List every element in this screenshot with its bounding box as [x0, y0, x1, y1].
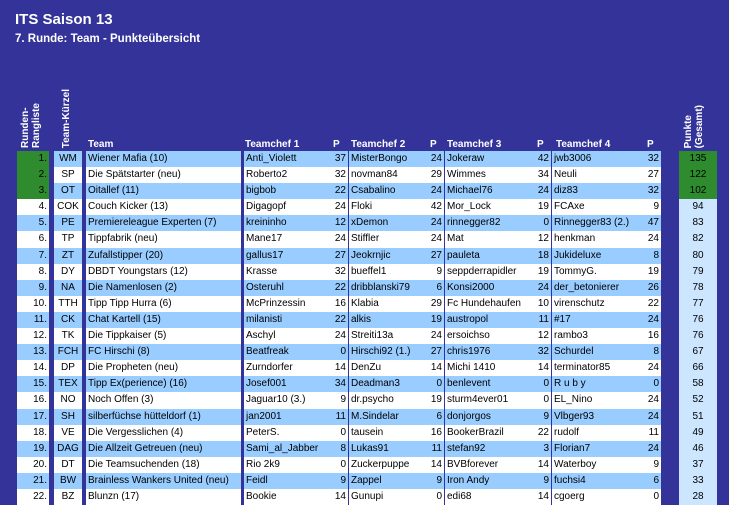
rank-cell: 18. [17, 425, 49, 441]
points2-cell: 14 [425, 457, 444, 473]
teamchef2-cell: alkis [349, 312, 425, 328]
teamchef2-cell: M.Sindelar [349, 409, 425, 425]
points3-cell: 19 [531, 199, 551, 215]
points3-cell: 34 [531, 167, 551, 183]
points1-cell: 24 [328, 328, 348, 344]
teamchef1-cell: milanisti [244, 312, 328, 328]
points1-cell: 0 [328, 344, 348, 360]
points2-cell: 24 [425, 183, 444, 199]
teamchef1-cell: PeterS. [244, 425, 328, 441]
points4-cell: 22 [640, 296, 661, 312]
teamchef4-cell: Jukideluxe [552, 248, 640, 264]
points2-cell: 11 [425, 441, 444, 457]
team-name-cell: Zufallstipper (20) [86, 248, 241, 264]
teamchef4-cell: henkman [552, 231, 640, 247]
teamchef2-cell: Deadman3 [349, 376, 425, 392]
total-points-cell: 37 [679, 457, 717, 473]
team-short-cell: DAG [54, 441, 82, 457]
team-name-cell: Tipp Tipp Hurra (6) [86, 296, 241, 312]
points2-cell: 29 [425, 167, 444, 183]
teamchef1-cell: Sami_al_Jabber [244, 441, 328, 457]
team-short-cell: NO [54, 392, 82, 408]
teamchef4-cell: rambo3 [552, 328, 640, 344]
points1-cell: 22 [328, 280, 348, 296]
total-points-cell: 58 [679, 376, 717, 392]
points3-cell: 19 [531, 264, 551, 280]
team-short-cell: FCH [54, 344, 82, 360]
points4-cell: 0 [640, 376, 661, 392]
teamchef1-cell: Krasse [244, 264, 328, 280]
points4-cell: 8 [640, 344, 661, 360]
total-points-cell: 76 [679, 328, 717, 344]
points4-cell: 0 [640, 489, 661, 505]
points2-cell: 16 [425, 425, 444, 441]
teamchef1-cell: Roberto2 [244, 167, 328, 183]
points3-cell: 14 [531, 457, 551, 473]
column-p2 [425, 151, 444, 505]
teamchef1-cell: kreininho [244, 215, 328, 231]
team-short-cell: VE [54, 425, 82, 441]
team-short-cell: TK [54, 328, 82, 344]
points2-cell: 24 [425, 328, 444, 344]
total-points-cell: 83 [679, 215, 717, 231]
points3-cell: 14 [531, 360, 551, 376]
points4-cell: 8 [640, 248, 661, 264]
team-name-cell: Chat Kartell (15) [86, 312, 241, 328]
points3-cell: 0 [531, 215, 551, 231]
rank-cell: 5. [17, 215, 49, 231]
rank-cell: 10. [17, 296, 49, 312]
rank-cell: 9. [17, 280, 49, 296]
team-short-cell: DY [54, 264, 82, 280]
team-short-cell: SP [54, 167, 82, 183]
points1-cell: 14 [328, 489, 348, 505]
points2-cell: 6 [425, 280, 444, 296]
teamchef1-cell: gallus17 [244, 248, 328, 264]
column-c3 [445, 151, 531, 505]
total-points-cell: 66 [679, 360, 717, 376]
points1-cell: 9 [328, 473, 348, 489]
team-short-cell: TEX [54, 376, 82, 392]
points2-cell: 14 [425, 360, 444, 376]
total-points-cell: 46 [679, 441, 717, 457]
team-short-cell: OT [54, 183, 82, 199]
header-chef2: Teamchef 2 [351, 139, 406, 150]
points4-cell: 19 [640, 264, 661, 280]
teamchef1-cell: Zurndorfer [244, 360, 328, 376]
points1-cell: 9 [328, 392, 348, 408]
team-name-cell: Premiereleague Experten (7) [86, 215, 241, 231]
teamchef3-cell: Michael76 [445, 183, 531, 199]
teamchef2-cell: Jeokrnjic [349, 248, 425, 264]
team-short-cell: CK [54, 312, 82, 328]
points3-cell: 14 [531, 489, 551, 505]
total-points-cell: 79 [679, 264, 717, 280]
team-short-cell: SH [54, 409, 82, 425]
team-name-cell: Die Propheten (neu) [86, 360, 241, 376]
teamchef3-cell: edi68 [445, 489, 531, 505]
rank-cell: 22. [17, 489, 49, 505]
header-p4: P [647, 139, 654, 150]
team-name-cell: Couch Kicker (13) [86, 199, 241, 215]
points2-cell: 9 [425, 264, 444, 280]
teamchef2-cell: Hirschi92 (1.) [349, 344, 425, 360]
teamchef4-cell: fuchsi4 [552, 473, 640, 489]
teamchef2-cell: dribblanski79 [349, 280, 425, 296]
team-name-cell: Die Vergesslichen (4) [86, 425, 241, 441]
teamchef1-cell: Digagopf [244, 199, 328, 215]
page-title: ITS Saison 13 [15, 11, 113, 28]
team-short-cell: WM [54, 151, 82, 167]
column-short [54, 151, 82, 505]
points1-cell: 11 [328, 409, 348, 425]
points2-cell: 24 [425, 215, 444, 231]
rank-cell: 4. [17, 199, 49, 215]
total-points-cell: 67 [679, 344, 717, 360]
teamchef3-cell: seppderrapidler [445, 264, 531, 280]
teamchef3-cell: donjorgos [445, 409, 531, 425]
team-name-cell: Brainless Wankers United (neu) [86, 473, 241, 489]
team-name-cell: silberfüchse hütteldorf (1) [86, 409, 241, 425]
team-short-cell: PE [54, 215, 82, 231]
points1-cell: 22 [328, 183, 348, 199]
team-name-cell: Die Allzeit Getreuen (neu) [86, 441, 241, 457]
total-points-cell: 49 [679, 425, 717, 441]
total-points-cell: 122 [679, 167, 717, 183]
header-p1: P [333, 139, 340, 150]
points3-cell: 10 [531, 296, 551, 312]
teamchef2-cell: Klabia [349, 296, 425, 312]
team-name-cell: DBDT Youngstars (12) [86, 264, 241, 280]
teamchef4-cell: Florian7 [552, 441, 640, 457]
teamchef2-cell: xDemon [349, 215, 425, 231]
teamchef3-cell: BookerBrazil [445, 425, 531, 441]
team-short-cell: TTH [54, 296, 82, 312]
rank-cell: 21. [17, 473, 49, 489]
points2-cell: 19 [425, 312, 444, 328]
header-total: Punkte (Gesamt) [683, 104, 705, 148]
teamchef1-cell: Josef001 [244, 376, 328, 392]
teamchef1-cell: Anti_Violett [244, 151, 328, 167]
teamchef3-cell: sturm4ever01 [445, 392, 531, 408]
teamchef2-cell: Csabalino [349, 183, 425, 199]
teamchef4-cell: Vlbger93 [552, 409, 640, 425]
teamchef3-cell: rinnegger82 [445, 215, 531, 231]
total-points-cell: 80 [679, 248, 717, 264]
teamchef3-cell: ersoichso [445, 328, 531, 344]
teamchef2-cell: tausein [349, 425, 425, 441]
points3-cell: 12 [531, 328, 551, 344]
teamchef2-cell: MisterBongo [349, 151, 425, 167]
teamchef1-cell: Bookie [244, 489, 328, 505]
teamchef4-cell: TommyG. [552, 264, 640, 280]
points3-cell: 11 [531, 312, 551, 328]
teamchef1-cell: Feidl [244, 473, 328, 489]
rank-cell: 8. [17, 264, 49, 280]
teamchef3-cell: pauleta [445, 248, 531, 264]
rank-cell: 16. [17, 392, 49, 408]
teamchef1-cell: bigbob [244, 183, 328, 199]
teamchef2-cell: Zappel [349, 473, 425, 489]
points1-cell: 34 [328, 376, 348, 392]
teamchef1-cell: Beatfreak [244, 344, 328, 360]
teamchef4-cell: Schurdel [552, 344, 640, 360]
column-c4 [552, 151, 640, 505]
points1-cell: 27 [328, 248, 348, 264]
teamchef3-cell: Jokeraw [445, 151, 531, 167]
teamchef4-cell: Waterboy [552, 457, 640, 473]
points4-cell: 24 [640, 441, 661, 457]
points1-cell: 14 [328, 360, 348, 376]
team-name-cell: Blunzn (17) [86, 489, 241, 505]
team-short-cell: BW [54, 473, 82, 489]
teamchef4-cell: cgoerg [552, 489, 640, 505]
points4-cell: 6 [640, 473, 661, 489]
team-short-cell: NA [54, 280, 82, 296]
rank-cell: 13. [17, 344, 49, 360]
header-chef1: Teamchef 1 [245, 139, 300, 150]
total-points-cell: 94 [679, 199, 717, 215]
teamchef4-cell: #17 [552, 312, 640, 328]
points1-cell: 0 [328, 457, 348, 473]
total-points-cell: 51 [679, 409, 717, 425]
team-name-cell: Tippfabrik (neu) [86, 231, 241, 247]
total-points-cell: 77 [679, 296, 717, 312]
teamchef2-cell: Lukas91 [349, 441, 425, 457]
header-chef4: Teamchef 4 [556, 139, 611, 150]
teamchef3-cell: chris1976 [445, 344, 531, 360]
column-c2 [349, 151, 425, 505]
points4-cell: 16 [640, 328, 661, 344]
column-team [86, 151, 241, 505]
points3-cell: 9 [531, 473, 551, 489]
teamchef3-cell: BVBforever [445, 457, 531, 473]
teamchef3-cell: Fc Hundehaufen [445, 296, 531, 312]
rank-cell: 1. [17, 151, 49, 167]
points2-cell: 42 [425, 199, 444, 215]
header-p3: P [537, 139, 544, 150]
points4-cell: 32 [640, 183, 661, 199]
team-short-cell: COK [54, 199, 82, 215]
teamchef2-cell: Floki [349, 199, 425, 215]
teamchef2-cell: Stiffler [349, 231, 425, 247]
total-points-cell: 135 [679, 151, 717, 167]
teamchef4-cell: der_betonierer [552, 280, 640, 296]
points1-cell: 32 [328, 167, 348, 183]
teamchef4-cell: terminator85 [552, 360, 640, 376]
points4-cell: 32 [640, 151, 661, 167]
teamchef2-cell: novman84 [349, 167, 425, 183]
points3-cell: 24 [531, 280, 551, 296]
team-name-cell: Noch Offen (3) [86, 392, 241, 408]
points1-cell: 32 [328, 264, 348, 280]
teamchef2-cell: Zuckerpuppe [349, 457, 425, 473]
rank-cell: 3. [17, 183, 49, 199]
points2-cell: 9 [425, 473, 444, 489]
team-name-cell: Wiener Mafia (10) [86, 151, 241, 167]
points4-cell: 9 [640, 199, 661, 215]
header-p2: P [430, 139, 437, 150]
teamchef3-cell: Wimmes [445, 167, 531, 183]
rank-cell: 14. [17, 360, 49, 376]
teamchef3-cell: benlevent [445, 376, 531, 392]
teamchef2-cell: Streiti13a [349, 328, 425, 344]
rank-cell: 2. [17, 167, 49, 183]
teamchef4-cell: virenschutz [552, 296, 640, 312]
teamchef4-cell: rudolf [552, 425, 640, 441]
points4-cell: 24 [640, 392, 661, 408]
teamchef1-cell: jan2001 [244, 409, 328, 425]
points3-cell: 22 [531, 425, 551, 441]
points2-cell: 27 [425, 344, 444, 360]
team-name-cell: Tipp Ex(perience) (16) [86, 376, 241, 392]
points4-cell: 26 [640, 280, 661, 296]
column-total [679, 151, 717, 505]
teamchef3-cell: austropol [445, 312, 531, 328]
points3-cell: 24 [531, 183, 551, 199]
teamchef3-cell: Michi 1410 [445, 360, 531, 376]
team-short-cell: TP [54, 231, 82, 247]
column-p4 [640, 151, 661, 505]
points2-cell: 24 [425, 231, 444, 247]
points4-cell: 24 [640, 409, 661, 425]
points3-cell: 42 [531, 151, 551, 167]
points4-cell: 27 [640, 167, 661, 183]
team-name-cell: Die Tippkaiser (5) [86, 328, 241, 344]
teamchef3-cell: Iron Andy [445, 473, 531, 489]
team-short-cell: DT [54, 457, 82, 473]
points3-cell: 0 [531, 392, 551, 408]
total-points-cell: 78 [679, 280, 717, 296]
teamchef2-cell: DenZu [349, 360, 425, 376]
total-points-cell: 82 [679, 231, 717, 247]
points4-cell: 47 [640, 215, 661, 231]
teamchef4-cell: Rinnegger83 (2.) [552, 215, 640, 231]
rank-cell: 12. [17, 328, 49, 344]
teamchef4-cell: EL_Nino [552, 392, 640, 408]
points1-cell: 24 [328, 199, 348, 215]
points2-cell: 19 [425, 392, 444, 408]
teamchef3-cell: stefan92 [445, 441, 531, 457]
points1-cell: 22 [328, 312, 348, 328]
points1-cell: 8 [328, 441, 348, 457]
teamchef3-cell: Mor_Lock [445, 199, 531, 215]
team-name-cell: FC Hirschi (8) [86, 344, 241, 360]
total-points-cell: 102 [679, 183, 717, 199]
rank-cell: 11. [17, 312, 49, 328]
points2-cell: 0 [425, 376, 444, 392]
teamchef1-cell: Jaguar10 (3.) [244, 392, 328, 408]
team-name-cell: Die Namenlosen (2) [86, 280, 241, 296]
points1-cell: 0 [328, 425, 348, 441]
header-rank: Runden- Rangliste [20, 102, 42, 148]
team-name-cell: Oitallef (11) [86, 183, 241, 199]
teamchef4-cell: FCAxe [552, 199, 640, 215]
points1-cell: 12 [328, 215, 348, 231]
points3-cell: 18 [531, 248, 551, 264]
teamchef4-cell: diz83 [552, 183, 640, 199]
total-points-cell: 28 [679, 489, 717, 505]
team-name-cell: Die Spätstarter (neu) [86, 167, 241, 183]
rank-cell: 6. [17, 231, 49, 247]
points2-cell: 0 [425, 489, 444, 505]
points4-cell: 11 [640, 425, 661, 441]
rank-cell: 17. [17, 409, 49, 425]
teamchef3-cell: Mat [445, 231, 531, 247]
teamchef2-cell: bueffel1 [349, 264, 425, 280]
rank-cell: 15. [17, 376, 49, 392]
team-short-cell: DP [54, 360, 82, 376]
points1-cell: 37 [328, 151, 348, 167]
points4-cell: 9 [640, 457, 661, 473]
team-short-cell: ZT [54, 248, 82, 264]
page-subtitle: 7. Runde: Team - Punkteübersicht [15, 33, 201, 45]
points4-cell: 24 [640, 360, 661, 376]
teamchef1-cell: McPrinzessin [244, 296, 328, 312]
header-chef3: Teamchef 3 [447, 139, 502, 150]
teamchef1-cell: Osteruhl [244, 280, 328, 296]
teamchef1-cell: Rio 2k9 [244, 457, 328, 473]
points2-cell: 24 [425, 151, 444, 167]
teamchef4-cell: jwb3006 [552, 151, 640, 167]
teamchef1-cell: Mane17 [244, 231, 328, 247]
total-points-cell: 33 [679, 473, 717, 489]
rank-cell: 20. [17, 457, 49, 473]
teamchef2-cell: dr.psycho [349, 392, 425, 408]
header-short: Team-Kürzel [61, 88, 72, 148]
total-points-cell: 52 [679, 392, 717, 408]
teamchef3-cell: Konsi2000 [445, 280, 531, 296]
points1-cell: 24 [328, 231, 348, 247]
rank-cell: 7. [17, 248, 49, 264]
points3-cell: 9 [531, 409, 551, 425]
points2-cell: 27 [425, 248, 444, 264]
points1-cell: 16 [328, 296, 348, 312]
column-rank [17, 151, 49, 505]
points2-cell: 6 [425, 409, 444, 425]
rank-cell: 19. [17, 441, 49, 457]
points2-cell: 29 [425, 296, 444, 312]
teamchef2-cell: Gunupi [349, 489, 425, 505]
column-p1 [328, 151, 348, 505]
teamchef4-cell: R u b y [552, 376, 640, 392]
points3-cell: 3 [531, 441, 551, 457]
team-name-cell: Die Teamsuchenden (18) [86, 457, 241, 473]
header-team: Team [88, 139, 114, 150]
points3-cell: 0 [531, 376, 551, 392]
total-points-cell: 76 [679, 312, 717, 328]
column-c1 [244, 151, 328, 505]
points3-cell: 32 [531, 344, 551, 360]
team-short-cell: BZ [54, 489, 82, 505]
teamchef4-cell: Neuli [552, 167, 640, 183]
points3-cell: 12 [531, 231, 551, 247]
points4-cell: 24 [640, 312, 661, 328]
points4-cell: 24 [640, 231, 661, 247]
column-p3 [531, 151, 551, 505]
teamchef1-cell: Aschyl [244, 328, 328, 344]
